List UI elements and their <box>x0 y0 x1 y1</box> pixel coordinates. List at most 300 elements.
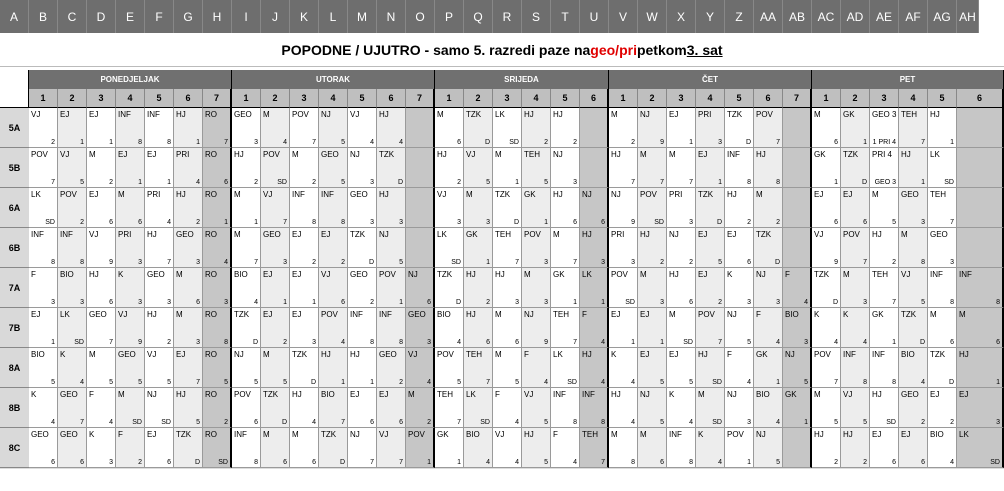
timetable-cell[interactable] <box>870 108 899 148</box>
timetable-cell[interactable] <box>957 348 1004 388</box>
timetable-cell[interactable] <box>841 388 870 428</box>
timetable-cell[interactable] <box>29 348 58 388</box>
timetable-cell[interactable] <box>638 188 667 228</box>
timetable-cell[interactable] <box>435 308 464 348</box>
timetable-cell[interactable] <box>522 148 551 188</box>
timetable-cell[interactable] <box>957 188 1004 228</box>
timetable-cell[interactable] <box>580 148 609 188</box>
timetable-cell[interactable] <box>957 388 1004 428</box>
timetable-cell[interactable] <box>609 148 638 188</box>
timetable-cell[interactable] <box>725 348 754 388</box>
timetable-cell[interactable] <box>232 428 261 468</box>
timetable-cell[interactable] <box>754 308 783 348</box>
timetable-cell[interactable] <box>812 308 841 348</box>
column-header-af[interactable]: AF <box>899 0 928 33</box>
timetable-cell[interactable] <box>232 228 261 268</box>
column-header-ac[interactable]: AC <box>812 0 841 33</box>
timetable-cell[interactable] <box>290 148 319 188</box>
timetable-cell[interactable] <box>145 428 174 468</box>
timetable-cell[interactable] <box>116 188 145 228</box>
timetable-cell[interactable] <box>522 228 551 268</box>
timetable-cell[interactable] <box>580 268 609 308</box>
timetable-cell[interactable] <box>754 188 783 228</box>
timetable-cell[interactable] <box>551 428 580 468</box>
timetable-cell[interactable] <box>464 428 493 468</box>
timetable-cell[interactable] <box>348 308 377 348</box>
timetable-cell[interactable] <box>551 228 580 268</box>
timetable-cell[interactable] <box>667 308 696 348</box>
timetable-cell[interactable] <box>348 388 377 428</box>
column-header-j[interactable]: J <box>261 0 290 33</box>
timetable-cell[interactable] <box>58 148 87 188</box>
timetable-cell[interactable] <box>232 348 261 388</box>
timetable-cell[interactable] <box>725 428 754 468</box>
timetable-cell[interactable] <box>783 108 812 148</box>
timetable-cell[interactable] <box>696 108 725 148</box>
column-header-o[interactable]: O <box>406 0 435 33</box>
timetable-cell[interactable] <box>435 188 464 228</box>
timetable-cell[interactable] <box>899 308 928 348</box>
timetable-cell[interactable] <box>493 108 522 148</box>
timetable-cell[interactable] <box>696 388 725 428</box>
timetable-cell[interactable] <box>435 148 464 188</box>
timetable-cell[interactable] <box>812 268 841 308</box>
timetable-cell[interactable] <box>145 388 174 428</box>
timetable-cell[interactable] <box>464 108 493 148</box>
timetable-cell[interactable] <box>232 188 261 228</box>
timetable-cell[interactable] <box>783 148 812 188</box>
timetable-cell[interactable] <box>522 268 551 308</box>
timetable-cell[interactable] <box>493 308 522 348</box>
timetable-cell[interactable] <box>348 188 377 228</box>
timetable-cell[interactable] <box>29 388 58 428</box>
timetable-cell[interactable] <box>522 348 551 388</box>
timetable-cell[interactable] <box>261 348 290 388</box>
timetable-cell[interactable] <box>841 348 870 388</box>
timetable-cell[interactable] <box>580 108 609 148</box>
timetable-cell[interactable] <box>406 308 435 348</box>
timetable-cell[interactable] <box>580 388 609 428</box>
timetable-cell[interactable] <box>609 428 638 468</box>
timetable-cell[interactable] <box>551 268 580 308</box>
timetable-cell[interactable] <box>754 148 783 188</box>
timetable-cell[interactable] <box>348 228 377 268</box>
timetable-cell[interactable] <box>725 268 754 308</box>
timetable-cell[interactable] <box>58 308 87 348</box>
timetable-cell[interactable] <box>493 388 522 428</box>
timetable-cell[interactable] <box>116 228 145 268</box>
timetable-cell[interactable] <box>754 228 783 268</box>
timetable-cell[interactable] <box>29 188 58 228</box>
timetable-cell[interactable] <box>116 268 145 308</box>
timetable-cell[interactable] <box>406 228 435 268</box>
timetable-cell[interactable] <box>87 188 116 228</box>
column-header-n[interactable]: N <box>377 0 406 33</box>
timetable-cell[interactable] <box>580 188 609 228</box>
timetable-cell[interactable] <box>783 428 812 468</box>
timetable-cell[interactable] <box>696 188 725 228</box>
timetable-cell[interactable] <box>812 388 841 428</box>
timetable-cell[interactable] <box>580 348 609 388</box>
timetable-cell[interactable] <box>667 428 696 468</box>
timetable-cell[interactable] <box>377 188 406 228</box>
timetable-cell[interactable] <box>609 348 638 388</box>
timetable-cell[interactable] <box>377 108 406 148</box>
timetable-cell[interactable] <box>435 268 464 308</box>
timetable-cell[interactable] <box>29 108 58 148</box>
timetable-cell[interactable] <box>609 388 638 428</box>
timetable-cell[interactable] <box>957 148 1004 188</box>
timetable-cell[interactable] <box>232 268 261 308</box>
column-header-q[interactable]: Q <box>464 0 493 33</box>
timetable-cell[interactable] <box>493 148 522 188</box>
timetable-cell[interactable] <box>145 268 174 308</box>
column-header-x[interactable]: X <box>667 0 696 33</box>
column-header-i[interactable]: I <box>232 0 261 33</box>
column-header-h[interactable]: H <box>203 0 232 33</box>
timetable-cell[interactable] <box>145 188 174 228</box>
timetable-cell[interactable] <box>435 228 464 268</box>
timetable-cell[interactable] <box>232 308 261 348</box>
timetable-cell[interactable] <box>841 428 870 468</box>
timetable-cell[interactable] <box>696 148 725 188</box>
timetable-cell[interactable] <box>406 148 435 188</box>
timetable-cell[interactable] <box>638 148 667 188</box>
timetable-cell[interactable] <box>754 388 783 428</box>
timetable-cell[interactable] <box>957 428 1004 468</box>
timetable-cell[interactable] <box>957 108 1004 148</box>
column-header-ad[interactable]: AD <box>841 0 870 33</box>
timetable-cell[interactable] <box>435 388 464 428</box>
timetable-cell[interactable] <box>377 428 406 468</box>
timetable-cell[interactable] <box>87 428 116 468</box>
timetable-cell[interactable] <box>174 268 203 308</box>
timetable-cell[interactable] <box>145 348 174 388</box>
timetable-cell[interactable] <box>319 188 348 228</box>
timetable-cell[interactable] <box>638 308 667 348</box>
timetable-cell[interactable] <box>29 308 58 348</box>
timetable-cell[interactable] <box>609 268 638 308</box>
timetable-cell[interactable] <box>783 388 812 428</box>
timetable-cell[interactable] <box>928 188 957 228</box>
timetable-cell[interactable] <box>464 348 493 388</box>
column-header-u[interactable]: U <box>580 0 609 33</box>
column-header-c[interactable]: C <box>58 0 87 33</box>
timetable-cell[interactable] <box>522 388 551 428</box>
timetable-cell[interactable] <box>116 428 145 468</box>
timetable-cell[interactable] <box>928 388 957 428</box>
timetable-cell[interactable] <box>58 228 87 268</box>
timetable-cell[interactable] <box>928 348 957 388</box>
timetable-cell[interactable] <box>493 228 522 268</box>
timetable-cell[interactable] <box>348 268 377 308</box>
timetable-cell[interactable] <box>812 228 841 268</box>
timetable-cell[interactable] <box>145 108 174 148</box>
timetable-cell[interactable] <box>232 388 261 428</box>
timetable-cell[interactable] <box>928 308 957 348</box>
column-header-m[interactable]: M <box>348 0 377 33</box>
column-header-ag[interactable]: AG <box>928 0 957 33</box>
timetable-cell[interactable] <box>464 388 493 428</box>
timetable-cell[interactable] <box>493 348 522 388</box>
timetable-cell[interactable] <box>464 308 493 348</box>
timetable-cell[interactable] <box>609 308 638 348</box>
timetable-cell[interactable] <box>319 108 348 148</box>
timetable-cell[interactable] <box>870 268 899 308</box>
column-header-d[interactable]: D <box>87 0 116 33</box>
timetable-cell[interactable] <box>319 428 348 468</box>
column-header-v[interactable]: V <box>609 0 638 33</box>
timetable-cell[interactable] <box>29 428 58 468</box>
timetable-cell[interactable] <box>870 428 899 468</box>
timetable-cell[interactable] <box>957 268 1004 308</box>
timetable-cell[interactable] <box>58 388 87 428</box>
column-header-s[interactable]: S <box>522 0 551 33</box>
column-header-w[interactable]: W <box>638 0 667 33</box>
timetable-cell[interactable] <box>87 228 116 268</box>
timetable-cell[interactable] <box>957 308 1004 348</box>
timetable-cell[interactable] <box>580 308 609 348</box>
timetable-cell[interactable] <box>551 148 580 188</box>
timetable-cell[interactable] <box>348 428 377 468</box>
timetable-cell[interactable] <box>290 228 319 268</box>
timetable-cell[interactable] <box>261 228 290 268</box>
timetable-cell[interactable] <box>261 188 290 228</box>
timetable-cell[interactable] <box>435 348 464 388</box>
timetable-cell[interactable] <box>261 108 290 148</box>
timetable-cell[interactable] <box>87 388 116 428</box>
timetable-cell[interactable] <box>174 228 203 268</box>
timetable-cell[interactable] <box>928 228 957 268</box>
timetable-cell[interactable] <box>754 268 783 308</box>
timetable-cell[interactable] <box>870 308 899 348</box>
timetable-cell[interactable] <box>812 428 841 468</box>
timetable-cell[interactable] <box>174 428 203 468</box>
timetable-cell[interactable] <box>203 188 232 228</box>
timetable-cell[interactable] <box>58 268 87 308</box>
timetable-cell[interactable] <box>406 428 435 468</box>
timetable-cell[interactable] <box>696 268 725 308</box>
timetable-cell[interactable] <box>319 308 348 348</box>
timetable-cell[interactable] <box>203 268 232 308</box>
timetable-cell[interactable] <box>899 108 928 148</box>
timetable-cell[interactable] <box>783 188 812 228</box>
timetable-cell[interactable] <box>203 228 232 268</box>
timetable-cell[interactable] <box>203 388 232 428</box>
timetable-cell[interactable] <box>696 428 725 468</box>
timetable-cell[interactable] <box>841 148 870 188</box>
column-header-t[interactable]: T <box>551 0 580 33</box>
timetable-cell[interactable] <box>87 348 116 388</box>
timetable-cell[interactable] <box>319 388 348 428</box>
timetable-cell[interactable] <box>203 148 232 188</box>
column-header-k[interactable]: K <box>290 0 319 33</box>
column-header-z[interactable]: Z <box>725 0 754 33</box>
timetable-cell[interactable] <box>203 348 232 388</box>
timetable-cell[interactable] <box>319 228 348 268</box>
timetable-cell[interactable] <box>696 348 725 388</box>
timetable-cell[interactable] <box>290 268 319 308</box>
timetable-cell[interactable] <box>29 268 58 308</box>
timetable-cell[interactable] <box>783 308 812 348</box>
timetable-cell[interactable] <box>377 308 406 348</box>
timetable-cell[interactable] <box>551 308 580 348</box>
timetable-cell[interactable] <box>261 268 290 308</box>
timetable-cell[interactable] <box>116 348 145 388</box>
timetable-cell[interactable] <box>783 228 812 268</box>
timetable-cell[interactable] <box>638 228 667 268</box>
timetable-cell[interactable] <box>203 308 232 348</box>
timetable-cell[interactable] <box>899 428 928 468</box>
timetable-cell[interactable] <box>725 228 754 268</box>
timetable-cell[interactable] <box>406 388 435 428</box>
timetable-cell[interactable] <box>725 388 754 428</box>
timetable-cell[interactable] <box>522 428 551 468</box>
timetable-cell[interactable] <box>87 268 116 308</box>
timetable-cell[interactable] <box>377 148 406 188</box>
timetable-cell[interactable] <box>899 188 928 228</box>
timetable-cell[interactable] <box>377 388 406 428</box>
timetable-cell[interactable] <box>435 428 464 468</box>
timetable-cell[interactable] <box>957 228 1004 268</box>
timetable-cell[interactable] <box>696 308 725 348</box>
timetable-cell[interactable] <box>667 148 696 188</box>
timetable-cell[interactable] <box>638 428 667 468</box>
timetable-cell[interactable] <box>928 428 957 468</box>
timetable-cell[interactable] <box>754 348 783 388</box>
column-header-b[interactable]: B <box>29 0 58 33</box>
timetable-cell[interactable] <box>638 108 667 148</box>
timetable-cell[interactable] <box>667 108 696 148</box>
timetable-cell[interactable] <box>754 428 783 468</box>
timetable-cell[interactable] <box>145 148 174 188</box>
timetable-cell[interactable] <box>580 228 609 268</box>
timetable-cell[interactable] <box>290 188 319 228</box>
timetable-cell[interactable] <box>696 228 725 268</box>
timetable-cell[interactable] <box>667 268 696 308</box>
timetable-cell[interactable] <box>261 308 290 348</box>
timetable-cell[interactable] <box>290 388 319 428</box>
timetable-cell[interactable] <box>261 388 290 428</box>
timetable-cell[interactable] <box>551 348 580 388</box>
timetable-cell[interactable] <box>29 228 58 268</box>
timetable-cell[interactable] <box>841 268 870 308</box>
timetable-cell[interactable] <box>899 348 928 388</box>
timetable-cell[interactable] <box>464 148 493 188</box>
timetable-cell[interactable] <box>783 348 812 388</box>
timetable-cell[interactable] <box>899 228 928 268</box>
timetable-cell[interactable] <box>464 188 493 228</box>
timetable-cell[interactable] <box>145 308 174 348</box>
timetable-cell[interactable] <box>522 188 551 228</box>
timetable-cell[interactable] <box>203 428 232 468</box>
timetable-cell[interactable] <box>754 108 783 148</box>
timetable-cell[interactable] <box>638 388 667 428</box>
timetable-cell[interactable] <box>493 428 522 468</box>
timetable-cell[interactable] <box>870 228 899 268</box>
timetable-cell[interactable] <box>29 148 58 188</box>
timetable-cell[interactable] <box>928 268 957 308</box>
column-header-f[interactable]: F <box>145 0 174 33</box>
timetable-cell[interactable] <box>290 428 319 468</box>
timetable-cell[interactable] <box>232 108 261 148</box>
timetable-cell[interactable] <box>435 108 464 148</box>
timetable-cell[interactable] <box>377 348 406 388</box>
timetable-cell[interactable] <box>899 148 928 188</box>
timetable-cell[interactable] <box>899 388 928 428</box>
column-header-p[interactable]: P <box>435 0 464 33</box>
timetable-cell[interactable] <box>667 348 696 388</box>
timetable-cell[interactable] <box>928 148 957 188</box>
timetable-cell[interactable] <box>319 268 348 308</box>
timetable-cell[interactable] <box>638 268 667 308</box>
column-header-aa[interactable]: AA <box>754 0 783 33</box>
timetable-cell[interactable] <box>551 388 580 428</box>
timetable-cell[interactable] <box>232 148 261 188</box>
timetable-cell[interactable] <box>290 348 319 388</box>
timetable-cell[interactable] <box>870 148 899 188</box>
timetable-cell[interactable] <box>870 348 899 388</box>
timetable-cell[interactable] <box>377 228 406 268</box>
timetable-cell[interactable] <box>290 308 319 348</box>
timetable-cell[interactable] <box>116 308 145 348</box>
timetable-cell[interactable] <box>58 188 87 228</box>
timetable-cell[interactable] <box>783 268 812 308</box>
timetable-cell[interactable] <box>841 228 870 268</box>
timetable-cell[interactable] <box>899 268 928 308</box>
timetable-cell[interactable] <box>580 428 609 468</box>
timetable-cell[interactable] <box>725 148 754 188</box>
timetable-cell[interactable] <box>145 228 174 268</box>
timetable-cell[interactable] <box>551 188 580 228</box>
timetable-cell[interactable] <box>464 228 493 268</box>
timetable-cell[interactable] <box>812 348 841 388</box>
timetable-cell[interactable] <box>87 308 116 348</box>
timetable-cell[interactable] <box>493 268 522 308</box>
timetable-cell[interactable] <box>348 148 377 188</box>
timetable-cell[interactable] <box>609 228 638 268</box>
timetable-cell[interactable] <box>261 148 290 188</box>
column-header-y[interactable]: Y <box>696 0 725 33</box>
column-header-ab[interactable]: AB <box>783 0 812 33</box>
timetable-cell[interactable] <box>551 108 580 148</box>
timetable-cell[interactable] <box>522 308 551 348</box>
timetable-cell[interactable] <box>928 108 957 148</box>
timetable-cell[interactable] <box>348 348 377 388</box>
timetable-cell[interactable] <box>348 108 377 148</box>
timetable-cell[interactable] <box>609 108 638 148</box>
timetable-cell[interactable] <box>406 188 435 228</box>
timetable-cell[interactable] <box>319 348 348 388</box>
timetable-cell[interactable] <box>174 388 203 428</box>
timetable-cell[interactable] <box>174 108 203 148</box>
column-header-a[interactable]: A <box>0 0 29 33</box>
timetable-cell[interactable] <box>174 188 203 228</box>
timetable-cell[interactable] <box>493 188 522 228</box>
timetable-cell[interactable] <box>841 108 870 148</box>
timetable-cell[interactable] <box>812 108 841 148</box>
timetable-cell[interactable] <box>667 228 696 268</box>
timetable-cell[interactable] <box>725 108 754 148</box>
column-header-ah[interactable]: AH <box>957 0 979 33</box>
timetable-cell[interactable] <box>319 148 348 188</box>
timetable-cell[interactable] <box>406 108 435 148</box>
timetable-cell[interactable] <box>377 268 406 308</box>
timetable-cell[interactable] <box>464 268 493 308</box>
timetable-cell[interactable] <box>261 428 290 468</box>
timetable-cell[interactable] <box>174 148 203 188</box>
timetable-cell[interactable] <box>812 188 841 228</box>
